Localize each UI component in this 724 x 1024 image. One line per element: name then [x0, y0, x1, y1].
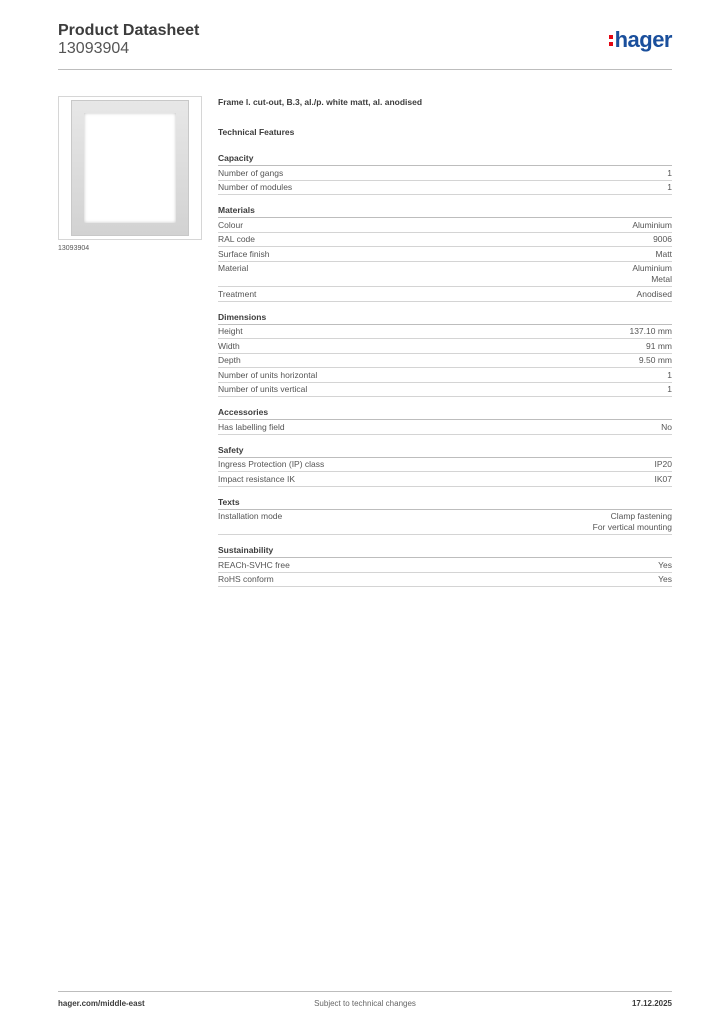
spec-value	[661, 422, 672, 433]
footer-website: hager.com/middle-east	[58, 999, 145, 1008]
section-title: Dimensions	[218, 311, 672, 325]
spec-row	[218, 325, 672, 340]
spec-value	[593, 511, 672, 533]
page-header	[58, 22, 672, 70]
spec-value	[639, 355, 672, 366]
spec-value	[667, 168, 672, 179]
spec-value-line: Metal	[651, 274, 672, 284]
spec-row	[218, 573, 672, 588]
spec-label: Ingress Protection (IP) class	[218, 459, 325, 469]
spec-row	[218, 383, 672, 398]
spec-label: RAL code	[218, 234, 256, 244]
spec-value-line: Anodised	[636, 288, 672, 299]
spec-row	[218, 181, 672, 196]
section-title: Accessories	[218, 406, 672, 420]
spec-value-line: 91 mm	[646, 340, 672, 351]
spec-value-line: No	[661, 421, 672, 432]
section-title: Capacity	[218, 152, 672, 166]
spec-label: Width	[218, 340, 240, 351]
section-title: Texts	[218, 496, 672, 510]
spec-section	[218, 152, 672, 195]
spec-value	[658, 560, 672, 571]
hager-logo	[609, 28, 672, 52]
spec-label: Number of units vertical	[218, 384, 308, 394]
section-title: Sustainability	[218, 544, 672, 558]
spec-section	[218, 406, 672, 435]
spec-value-line: Clamp fastening	[610, 511, 672, 521]
spec-label: Treatment	[218, 288, 257, 299]
spec-section	[218, 544, 672, 587]
spec-value	[667, 384, 672, 395]
spec-value-line: 1	[667, 384, 672, 394]
spec-value	[632, 263, 672, 285]
spec-section	[218, 444, 672, 487]
spec-label: Number of gangs	[218, 167, 284, 178]
spec-row	[218, 262, 672, 288]
spec-label: Surface finish	[218, 248, 270, 259]
page-title: Product Datasheet	[58, 22, 200, 39]
spec-label: Height	[218, 326, 243, 336]
spec-row	[218, 233, 672, 248]
spec-label: Has labelling field	[218, 421, 285, 432]
spec-row	[218, 339, 672, 354]
spec-row	[218, 420, 672, 435]
spec-value-line: For vertical mounting	[592, 522, 672, 532]
spec-label: REACh-SVHC free	[218, 559, 290, 570]
spec-value	[653, 234, 672, 245]
spec-row	[218, 472, 672, 487]
frame-cut-out	[84, 113, 176, 223]
product-image-caption: 13093904	[58, 245, 90, 252]
spec-sections	[218, 152, 672, 587]
spec-label: RoHS conform	[218, 574, 274, 584]
spec-value-line: Aluminium	[632, 263, 672, 273]
footer-notice: Subject to technical changes	[314, 999, 416, 1008]
spec-value	[655, 459, 673, 470]
footer-date: 17.12.2025	[631, 999, 672, 1008]
spec-value-line: 137.10 mm	[629, 326, 672, 336]
product-number: 13093904	[58, 40, 130, 57]
spec-value	[655, 474, 673, 485]
spec-row	[218, 558, 672, 573]
spec-value	[632, 220, 672, 231]
spec-value	[637, 289, 672, 300]
spec-value-line: Yes	[658, 574, 672, 584]
spec-value	[629, 326, 672, 337]
spec-label: Colour	[218, 219, 244, 230]
spec-value-line: 9006	[653, 234, 672, 244]
spec-section	[218, 311, 672, 398]
spec-row	[218, 287, 672, 302]
spec-value-line: 1	[667, 369, 672, 380]
spec-row	[218, 368, 672, 383]
spec-value	[655, 249, 672, 260]
spec-row	[218, 458, 672, 473]
spec-value-line: Matt	[655, 248, 672, 259]
logo-dots-icon	[609, 35, 613, 46]
spec-row	[218, 510, 672, 536]
frame-icon	[71, 100, 189, 236]
spec-row	[218, 166, 672, 181]
spec-row	[218, 218, 672, 233]
spec-value-line: IP20	[654, 459, 672, 469]
spec-section	[218, 204, 672, 302]
spec-value-line: 1	[667, 182, 672, 192]
product-description: Frame l. cut-out, B.3, al./p. white matt, al. anodised	[218, 97, 423, 107]
technical-features-title: Technical Features	[218, 127, 295, 137]
spec-label: Impact resistance IK	[218, 473, 296, 484]
spec-row	[218, 354, 672, 369]
spec-value-line: Yes	[658, 559, 672, 570]
spec-label: Depth	[218, 355, 241, 365]
spec-section	[218, 496, 672, 536]
product-image	[58, 96, 202, 240]
spec-row	[218, 247, 672, 262]
spec-value-line: 1	[667, 167, 672, 178]
spec-content	[218, 96, 672, 596]
page-footer	[58, 991, 672, 1011]
spec-value	[667, 182, 672, 193]
spec-value	[667, 370, 672, 381]
section-title: Materials	[218, 204, 672, 218]
section-title: Safety	[218, 444, 672, 458]
spec-label: Material	[218, 263, 249, 273]
spec-value-line: IK07	[654, 473, 672, 484]
logo-text: hager	[614, 27, 672, 52]
spec-label: Installation mode	[218, 511, 283, 521]
spec-label: Number of units horizontal	[218, 369, 318, 380]
spec-value-line: Aluminium	[632, 219, 672, 230]
spec-value	[646, 341, 672, 352]
spec-value	[658, 574, 672, 585]
spec-value-line: 9.50 mm	[638, 355, 672, 365]
spec-label: Number of modules	[218, 182, 293, 192]
